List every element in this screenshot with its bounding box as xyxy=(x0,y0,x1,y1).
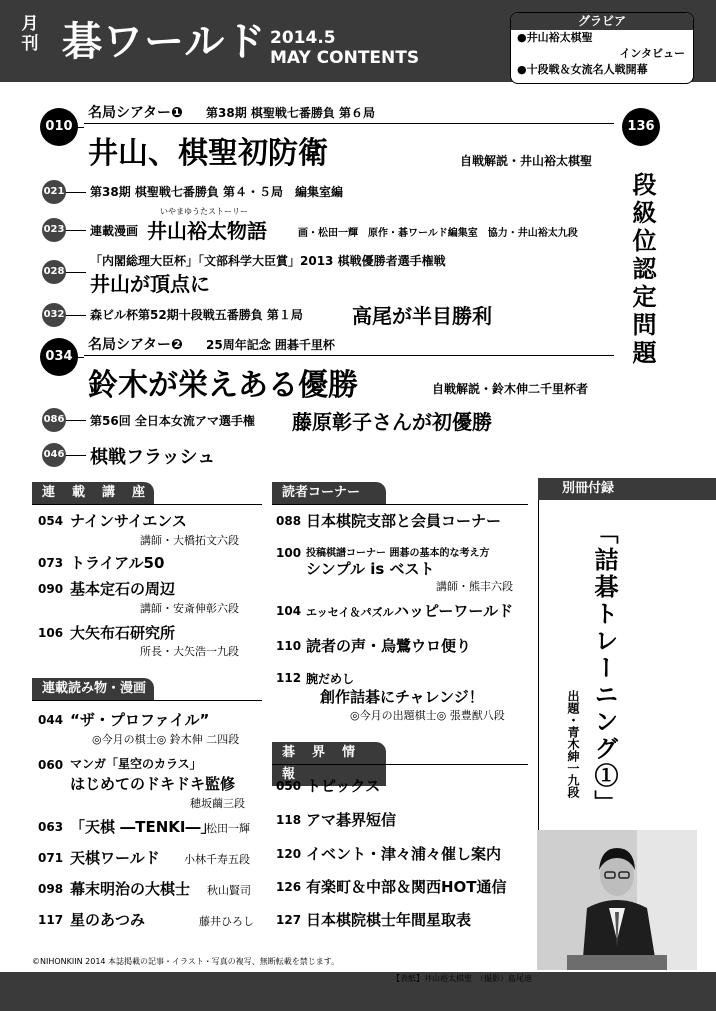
list-item-title: 幕末明治の大棋士 xyxy=(70,880,191,898)
page-number: 044 xyxy=(38,713,64,727)
page-number: 090 xyxy=(38,582,64,596)
feature-label: 名局シアター❷ xyxy=(88,337,183,353)
page-number: 118 xyxy=(276,813,302,827)
divider xyxy=(84,123,614,124)
page-number: 063 xyxy=(38,820,64,834)
section-header-lectures: 連 載 講 座 xyxy=(32,482,154,504)
list-item-pre: 腕だめし xyxy=(306,672,355,686)
magazine-monthly-label: 月刊 xyxy=(21,14,39,54)
section-header-readers: 読者コーナー xyxy=(272,482,386,504)
divider xyxy=(66,420,86,421)
feature-headline: 井山、棋聖初防衛 xyxy=(88,136,328,171)
list-item-title: 星のあつみ xyxy=(70,911,146,929)
page-number: 120 xyxy=(276,847,302,861)
divider xyxy=(84,355,614,356)
divider xyxy=(78,357,84,358)
page-number-badge: 034 xyxy=(40,338,78,376)
vertical-feature-title: 段級位認定問題 xyxy=(628,172,657,368)
page-number-badge: 136 xyxy=(622,108,660,146)
list-item-credit: 講師・安斎伸彰六段 xyxy=(140,602,239,615)
entry-credit: 画・松田一輝 原作・碁ワールド編集室 協力・井山裕太九段 xyxy=(298,228,578,239)
list-item-title: ハッピーワールド xyxy=(394,602,514,620)
divider xyxy=(66,230,86,231)
page-number: 106 xyxy=(38,626,64,640)
list-item-credit: 穂坂繭三段 xyxy=(190,797,245,810)
gravure-line: インタビュー xyxy=(619,47,685,60)
page-number-badge: 021 xyxy=(42,180,66,204)
page-number: 112 xyxy=(276,671,302,685)
list-item-credit: ◎今月の棋士◎ 鈴木伸 二四段 xyxy=(92,733,240,746)
page-number: 117 xyxy=(38,913,64,927)
supplement-author: 出題・青木紳一九段 xyxy=(566,690,580,798)
page-number: 100 xyxy=(276,546,302,560)
list-item-title: 創作詰碁にチャレンジ！ xyxy=(320,688,484,706)
divider xyxy=(272,764,528,765)
list-item-title: 有楽町＆中部＆関西HOT通信 xyxy=(306,878,507,896)
divider xyxy=(538,500,539,830)
list-item-title: 大矢布石研究所 xyxy=(70,624,176,642)
list-item-credit: ◎今月の出題棋士◎ 張豊猷八段 xyxy=(350,709,505,722)
entry-headline: 藤原彰子さんが初優勝 xyxy=(292,410,492,434)
entry-title: 第56回 全日本女流アマ選手権 xyxy=(90,414,255,428)
page-number: 050 xyxy=(276,779,302,793)
list-item-title: 基本定石の周辺 xyxy=(70,580,176,598)
list-item-title: イベント・津々浦々催し案内 xyxy=(306,845,502,863)
cover-photo xyxy=(537,830,697,970)
issue-date: 2014.5 xyxy=(270,28,336,48)
divider xyxy=(32,504,262,505)
page-number: 060 xyxy=(38,758,64,772)
list-item-title: 日本棋院棋士年間星取表 xyxy=(306,911,472,929)
gravure-title: グラビア xyxy=(511,13,693,30)
feature-credit: 自戦解説・井山裕太棋聖 xyxy=(460,154,593,168)
list-item-credit: 秋山賢司 xyxy=(207,884,251,897)
divider xyxy=(272,504,528,505)
list-item-credit: 小林千寿五段 xyxy=(184,853,250,866)
page-number-badge: 010 xyxy=(40,108,78,146)
gravure-line: ●十段戦＆女流名人戦開幕 xyxy=(517,63,648,76)
page-number: 104 xyxy=(276,604,302,618)
list-item-title: シンプル is ベスト xyxy=(306,560,435,578)
contents-label: MAY CONTENTS xyxy=(270,48,420,68)
feature-subtitle: 第38期 棋聖戦七番勝負 第６局 xyxy=(206,106,376,120)
list-item-title: ナインサイエンス xyxy=(70,512,187,530)
feature-subtitle: 25周年記念 囲碁千里杯 xyxy=(206,338,335,352)
entry-headline: 高尾が半目勝利 xyxy=(352,304,492,328)
list-item-credit: 藤井ひろし xyxy=(199,915,254,928)
headline-ruby: いやまゆうたストーリー xyxy=(160,207,248,216)
list-item-title: トライアル50 xyxy=(70,554,165,572)
page-number-badge: 032 xyxy=(42,303,66,327)
list-item-title: トピックス xyxy=(306,777,381,795)
page-number-badge: 023 xyxy=(42,218,66,242)
list-item-pre: マンガ「星空のカラス」 xyxy=(70,757,202,771)
entry-label: 連載漫画 xyxy=(90,224,139,238)
footer-band xyxy=(0,972,716,1011)
page-number: 071 xyxy=(38,851,64,865)
page-number-badge: 046 xyxy=(42,443,66,467)
list-item-title: 日本棋院支部と会員コーナー xyxy=(306,512,502,530)
entry-headline: 井山が頂点に xyxy=(90,272,210,296)
page-number: 127 xyxy=(276,913,302,927)
feature-credit: 自戦解説・鈴木伸二千里杯者 xyxy=(432,382,589,396)
supplement-title: 「詰碁トレーニング①」 xyxy=(590,520,619,817)
feature-headline: 鈴木が栄えある優勝 xyxy=(88,368,358,403)
divider xyxy=(66,272,86,273)
list-item-title: アマ碁界短信 xyxy=(306,811,397,829)
copyright-notice: ©NIHONKIIN 2014 本誌掲載の記事・イラスト・写真の複写、無断転載を禁じます。 xyxy=(32,957,340,966)
entry-title: 森ビル杯第52期十段戦五番勝負 第１局 xyxy=(90,308,303,322)
entry-title: 「内閣総理大臣杯」「文部科学大臣賞」2013 棋戦優勝者選手権戦 xyxy=(90,254,446,268)
divider xyxy=(66,315,86,316)
list-item-title: 「天棋 ―TENKI―」 xyxy=(70,818,216,836)
list-item-title: 天棋ワールド xyxy=(70,849,160,867)
entry-headline: 棋戦フラッシュ xyxy=(90,447,216,468)
section-header-news: 碁 界 情 報 xyxy=(272,742,386,786)
supplement-header: 別冊付録 xyxy=(538,478,716,500)
page-number: 110 xyxy=(276,639,302,653)
page-number: 098 xyxy=(38,882,64,896)
gravure-line: ●井山裕太棋聖 xyxy=(517,31,593,44)
divider xyxy=(78,127,84,128)
entry-title: 第38期 棋聖戦七番勝負 第４・５局 編集室編 xyxy=(90,185,344,199)
list-item-credit: 講師・熊丰六段 xyxy=(436,580,513,593)
list-item-credit: 松田一輝 xyxy=(206,822,250,835)
feature-label: 名局シアター❶ xyxy=(88,105,183,121)
page-number: 088 xyxy=(276,514,302,528)
cover-credit: 【表紙】井山裕太棋聖 （撮影）島尾迪 xyxy=(392,974,532,983)
list-item-pre: 投稿棋譜コーナー 囲碁の基本的な考え方 xyxy=(306,548,490,559)
divider xyxy=(32,700,262,701)
list-item-title: 読者の声・烏鷺ウロ便り xyxy=(306,637,472,655)
list-item-pre: エッセイ＆パズル xyxy=(306,606,394,619)
list-item-title: “ザ・プロファイル” xyxy=(70,711,210,729)
section-header-serials: 連載読み物・漫画 xyxy=(32,678,154,700)
list-item-credit: 講師・大橋拓文六段 xyxy=(140,534,239,547)
divider xyxy=(66,455,86,456)
page-number: 073 xyxy=(38,556,64,570)
page-number: 054 xyxy=(38,514,64,528)
issue-info xyxy=(270,28,419,68)
page-number: 126 xyxy=(276,880,302,894)
page-number-badge: 086 xyxy=(42,408,66,432)
magazine-title: 碁ワールド xyxy=(62,18,267,65)
gravure-box xyxy=(510,12,694,84)
list-item-credit: 所長・大矢浩一九段 xyxy=(140,645,239,658)
photo-illustration xyxy=(537,830,697,970)
entry-headline: 井山裕太物語 xyxy=(147,219,267,243)
divider xyxy=(66,192,86,193)
page-number-badge: 028 xyxy=(42,260,66,284)
list-item-title: はじめてのドキドキ監修 xyxy=(70,775,236,793)
